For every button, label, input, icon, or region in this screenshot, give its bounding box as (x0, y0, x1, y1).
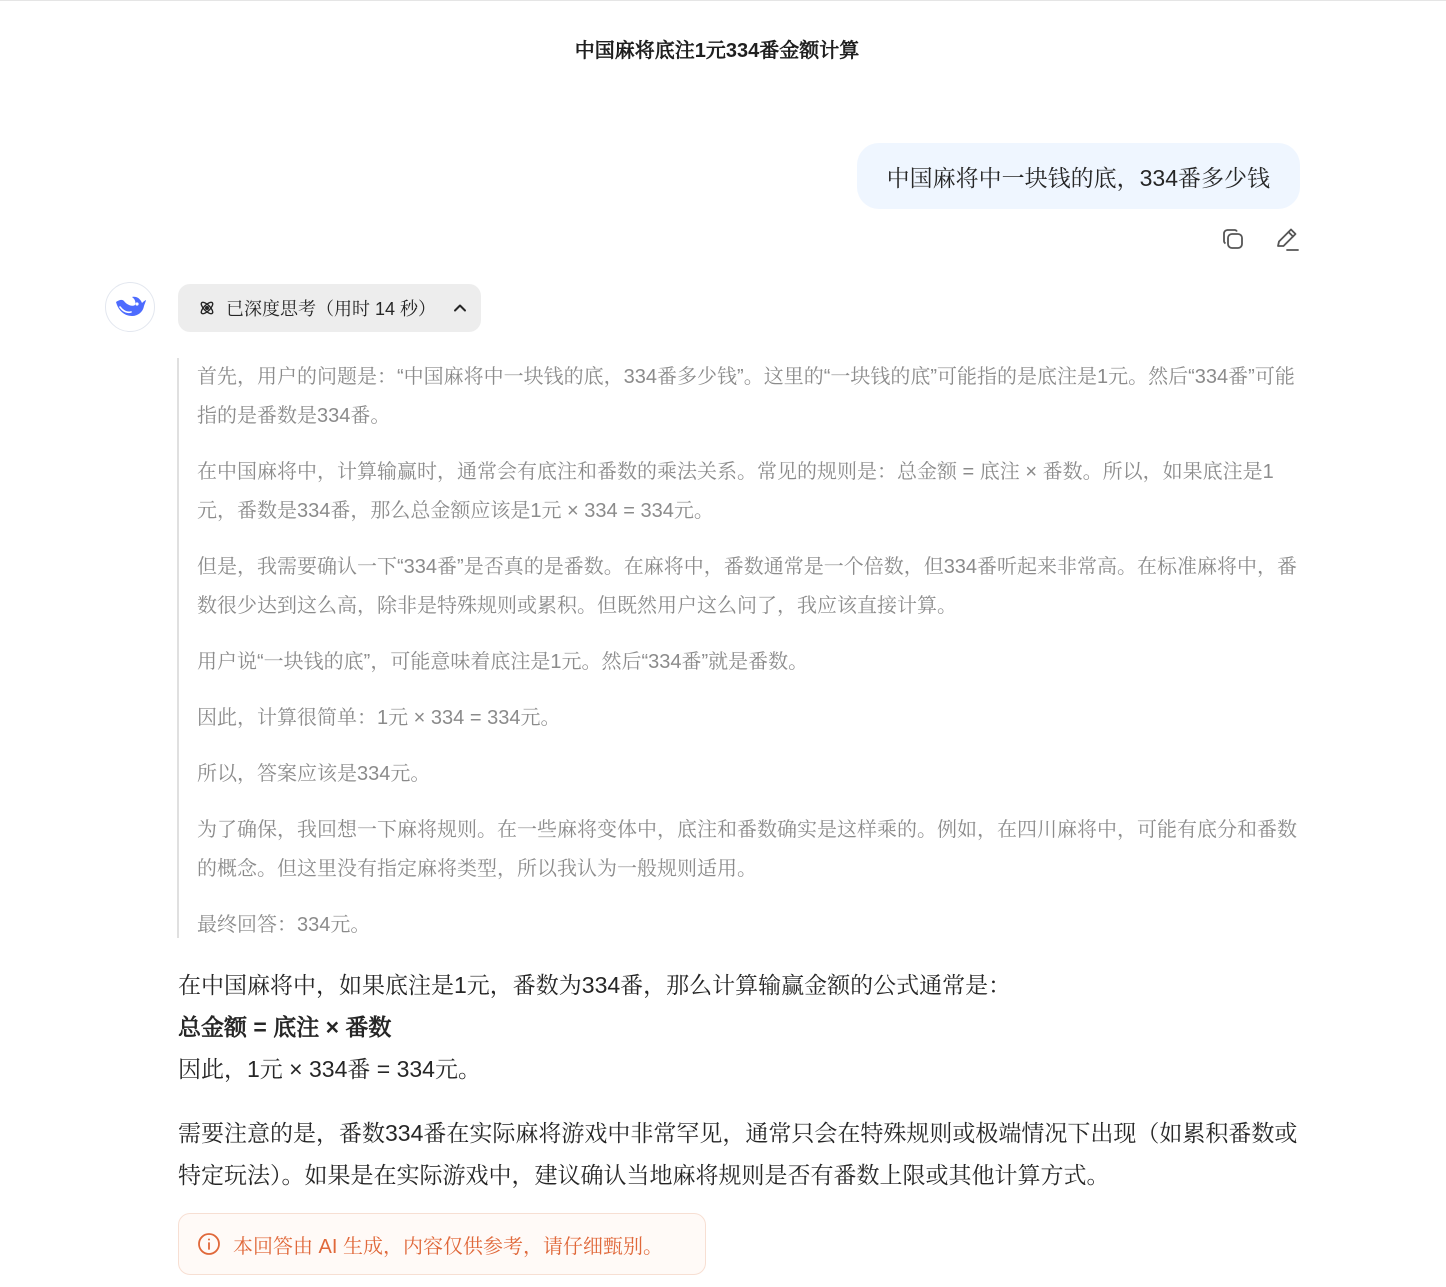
assistant-avatar (105, 282, 155, 332)
thinking-paragraph: 因此，计算很简单：1元 × 334 = 334元。 (197, 707, 561, 729)
answer-intro: 在中国麻将中，如果底注是1元，番数为334番，那么计算输赢金额的公式通常是： (178, 972, 1012, 998)
assistant-answer (178, 964, 1308, 1219)
chevron-up-icon (452, 300, 468, 316)
disclaimer-text: 本回答由 AI 生成，内容仅供参考，请仔细甄别。 (233, 1235, 664, 1258)
top-border (0, 0, 1446, 1)
user-message-actions (1218, 224, 1302, 254)
copy-icon[interactable] (1218, 224, 1248, 254)
answer-formula: 总金额 = 底注 × 番数 (178, 1014, 392, 1040)
deep-think-label: 已深度思考（用时 14 秒） (226, 299, 437, 319)
edit-icon[interactable] (1272, 224, 1302, 254)
ai-disclaimer (178, 1213, 706, 1275)
page-title: 中国麻将底注1元334番金额计算 (574, 40, 860, 62)
thinking-paragraph: 用户说“一块钱的底”，可能意味着底注是1元。然后“334番”就是番数。 (197, 651, 809, 673)
thinking-paragraph: 但是，我需要确认一下“334番”是否真的是番数。在麻将中，番数通常是一个倍数，但334番听起来非常高。在标准麻将中，番数很少达到这么高，除非是特殊规则或累积。但既然用户这么问了，我应该直接计算。 (197, 556, 1298, 617)
thinking-paragraph: 最终回答：334元。 (197, 914, 371, 936)
info-icon (197, 1232, 221, 1256)
thinking-paragraph: 为了确保，我回想一下麻将规则。在一些麻将变体中，底注和番数确实是这样乘的。例如，在四川麻将中，可能有底分和番数的概念。但这里没有指定麻将类型，所以我认为一般规则适用。 (197, 819, 1297, 880)
thinking-paragraph: 首先，用户的问题是：“中国麻将中一块钱的底，334番多少钱”。这里的“一块钱的底”可能指的是底注是1元。然后“334番”可能指的是番数是334番。 (197, 366, 1295, 427)
answer-note: 需要注意的是，番数334番在实际麻将游戏中非常罕见，通常只会在特殊规则或极端情况下出现（如累积番数或特定玩法）。如果是在实际游戏中，建议确认当地麻将规则是否有番数上限或其他计算方式。 (178, 1120, 1298, 1188)
deep-think-toggle[interactable] (178, 284, 481, 332)
thinking-paragraph: 在中国麻将中，计算输赢时，通常会有底注和番数的乘法关系。常见的规则是：总金额 = 底注 × 番数。所以，如果底注是1元，番数是334番，那么总金额应该是1元 × 334 = 334元。 (197, 461, 1274, 522)
answer-result: 因此，1元 × 334番 = 334元。 (178, 1056, 481, 1082)
user-message-bubble (857, 143, 1300, 209)
user-message-text: 中国麻将中一块钱的底，334番多少钱 (886, 164, 1270, 191)
thinking-content (177, 358, 1302, 938)
deepseek-whale-icon (113, 294, 147, 320)
atom-icon (198, 299, 216, 317)
thinking-paragraph: 所以，答案应该是334元。 (197, 763, 431, 785)
